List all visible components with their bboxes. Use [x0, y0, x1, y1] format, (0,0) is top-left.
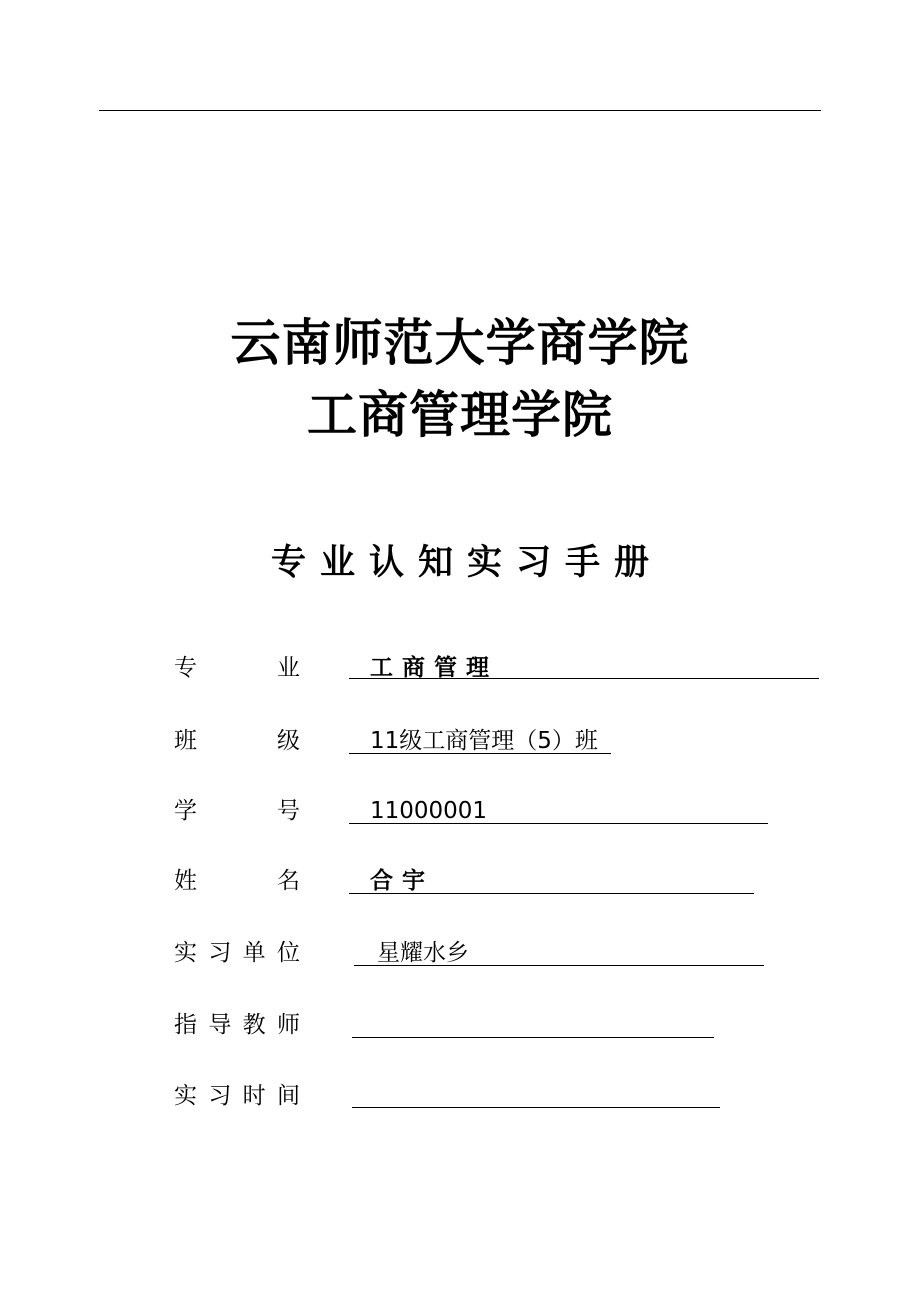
internship-period-label: 实 习 时 间: [174, 1083, 300, 1109]
major-value: 工商管理: [370, 655, 498, 681]
class-label: 班 级: [174, 728, 300, 754]
name-underline: [349, 893, 754, 894]
name-value: 合宇: [370, 868, 434, 894]
student-id-label: 学 号: [174, 798, 300, 824]
handbook-title: 专业认知实习手册: [270, 543, 663, 583]
major-underline: [349, 678, 819, 679]
internship-unit-underline: [354, 965, 764, 966]
internship-period-underline: [352, 1107, 720, 1108]
university-title: 云南师范大学商学院: [230, 314, 690, 372]
student-id-value: 11000001: [370, 798, 488, 824]
header-rule: [99, 110, 821, 111]
internship-unit-label: 实 习 单 位: [174, 940, 300, 966]
name-label: 姓 名: [174, 868, 300, 894]
student-id-underline: [349, 823, 768, 824]
class-value: 11级工商管理（5）班: [370, 728, 598, 754]
advisor-underline: [352, 1037, 714, 1038]
class-underline: [349, 753, 611, 754]
major-label: 专 业: [174, 655, 300, 681]
advisor-label: 指 导 教 师: [174, 1012, 300, 1038]
school-title: 工商管理学院: [307, 386, 613, 444]
internship-unit-value: 星耀水乡: [377, 940, 469, 966]
